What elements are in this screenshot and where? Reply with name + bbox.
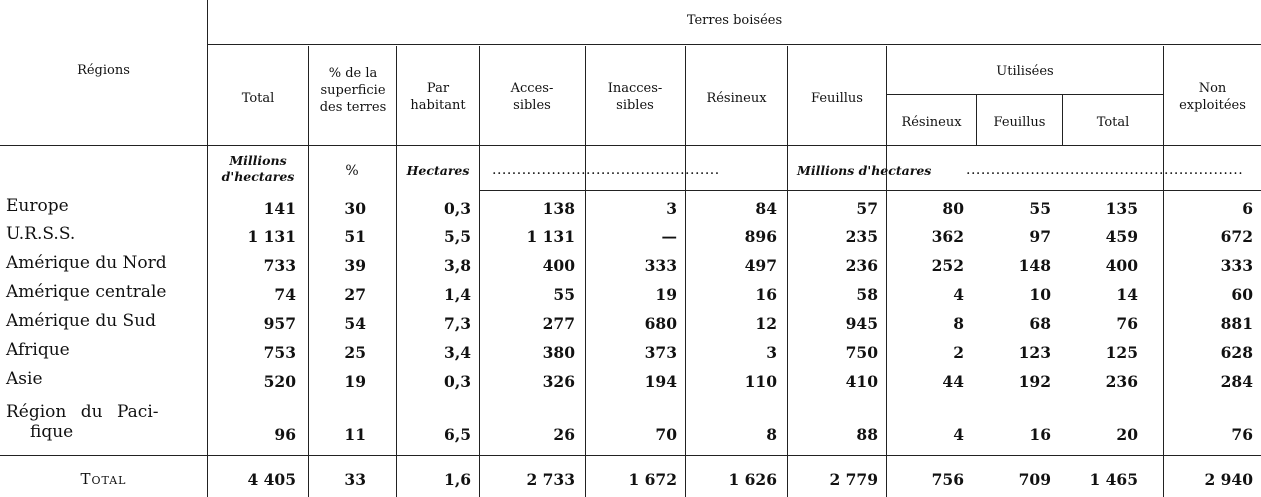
header-used-group: Utilisées bbox=[996, 64, 1054, 79]
cell: 4 bbox=[953, 425, 964, 444]
cell: 750 bbox=[845, 343, 878, 362]
header-regions: Régions bbox=[77, 63, 130, 78]
cell: 235 bbox=[845, 227, 878, 246]
cell: — bbox=[661, 227, 677, 246]
cell: 10 bbox=[1029, 285, 1051, 304]
cell: 881 bbox=[1220, 314, 1253, 333]
cell: 0,3 bbox=[444, 372, 471, 391]
cell: 2 733 bbox=[526, 470, 575, 489]
header-col-per-capita: Par habitant bbox=[410, 81, 466, 113]
cell: 236 bbox=[845, 256, 878, 275]
header-col-accessible: Acces- sibles bbox=[510, 81, 554, 113]
cell: 123 bbox=[1018, 343, 1051, 362]
cell: 1,6 bbox=[444, 470, 471, 489]
cell: 326 bbox=[542, 372, 575, 391]
cell: 110 bbox=[744, 372, 777, 391]
cell: 1 672 bbox=[628, 470, 677, 489]
cell: 284 bbox=[1220, 372, 1253, 391]
cell: 30 bbox=[344, 199, 366, 218]
cell: 16 bbox=[755, 285, 777, 304]
cell: 1 465 bbox=[1089, 470, 1138, 489]
cell: 733 bbox=[263, 256, 296, 275]
cell: 138 bbox=[542, 199, 575, 218]
cell: 2 779 bbox=[829, 470, 878, 489]
cell: 3 bbox=[766, 343, 777, 362]
cell: 39 bbox=[344, 256, 366, 275]
cell: 148 bbox=[1018, 256, 1051, 275]
cell: 4 bbox=[953, 285, 964, 304]
cell: 896 bbox=[744, 227, 777, 246]
cell: 11 bbox=[344, 425, 366, 444]
cell: 680 bbox=[644, 314, 677, 333]
cell: 252 bbox=[931, 256, 964, 275]
cell: 27 bbox=[344, 285, 366, 304]
cell: 400 bbox=[542, 256, 575, 275]
unit-dots-right: ........................................................ bbox=[966, 162, 1244, 178]
cell: 1,4 bbox=[444, 285, 471, 304]
cell: 58 bbox=[856, 285, 878, 304]
cell: 4 405 bbox=[247, 470, 296, 489]
cell: 672 bbox=[1220, 227, 1253, 246]
cell: 756 bbox=[931, 470, 964, 489]
header-col-total: Total bbox=[241, 91, 275, 106]
cell: 373 bbox=[644, 343, 677, 362]
cell: 20 bbox=[1116, 425, 1138, 444]
header-col-used-total: Total bbox=[1096, 115, 1130, 130]
cell: 51 bbox=[344, 227, 366, 246]
cell: 16 bbox=[1029, 425, 1051, 444]
cell: 74 bbox=[274, 285, 296, 304]
cell: 14 bbox=[1116, 285, 1138, 304]
region-label: Asie bbox=[6, 369, 43, 389]
cell: 628 bbox=[1220, 343, 1253, 362]
region-label-continued: fique bbox=[30, 422, 74, 442]
cell: 5,5 bbox=[444, 227, 471, 246]
cell: 400 bbox=[1105, 256, 1138, 275]
cell: 96 bbox=[274, 425, 296, 444]
cell: 80 bbox=[942, 199, 964, 218]
cell: 753 bbox=[263, 343, 296, 362]
cell: 33 bbox=[344, 470, 366, 489]
cell: 497 bbox=[744, 256, 777, 275]
cell: 88 bbox=[856, 425, 878, 444]
total-label: Total bbox=[80, 470, 127, 488]
cell: 957 bbox=[263, 314, 296, 333]
cell: 380 bbox=[542, 343, 575, 362]
region-label: Amérique du Sud bbox=[6, 311, 157, 331]
cell: 2 bbox=[953, 343, 964, 362]
cell: 6,5 bbox=[444, 425, 471, 444]
cell: 54 bbox=[344, 314, 366, 333]
cell: 1 626 bbox=[728, 470, 777, 489]
header-col-not-exploited: Non exploitées bbox=[1179, 81, 1246, 113]
cell: 68 bbox=[1029, 314, 1051, 333]
cell: 76 bbox=[1116, 314, 1138, 333]
cell: 8 bbox=[953, 314, 964, 333]
cell: 362 bbox=[931, 227, 964, 246]
header-col-used-conifers: Résineux bbox=[901, 115, 962, 130]
cell: 945 bbox=[845, 314, 878, 333]
cell: 0,3 bbox=[444, 199, 471, 218]
region-label: Afrique bbox=[6, 340, 70, 360]
region-label: Région du Paci- bbox=[6, 402, 159, 422]
header-forest-group: Terres boisées bbox=[686, 13, 783, 28]
cell: 6 bbox=[1242, 199, 1253, 218]
cell: 57 bbox=[856, 199, 878, 218]
cell: 459 bbox=[1105, 227, 1138, 246]
cell: 70 bbox=[655, 425, 677, 444]
cell: 236 bbox=[1105, 372, 1138, 391]
cell: 76 bbox=[1231, 425, 1253, 444]
cell: 7,3 bbox=[444, 314, 471, 333]
cell: 25 bbox=[344, 343, 366, 362]
region-label: Europe bbox=[6, 196, 69, 216]
cell: 2 940 bbox=[1204, 470, 1253, 489]
region-label: U.R.S.S. bbox=[6, 224, 76, 244]
cell: 3 bbox=[666, 199, 677, 218]
cell: 520 bbox=[263, 372, 296, 391]
cell: 44 bbox=[942, 372, 964, 391]
cell: 192 bbox=[1018, 372, 1051, 391]
unit-rest: Millions d'hectares bbox=[797, 163, 932, 178]
unit-per-capita: Hectares bbox=[406, 163, 470, 178]
cell: 19 bbox=[655, 285, 677, 304]
header-col-inaccessible: Inacces- sibles bbox=[607, 81, 663, 113]
cell: 125 bbox=[1105, 343, 1138, 362]
cell: 1 131 bbox=[247, 227, 296, 246]
cell: 97 bbox=[1029, 227, 1051, 246]
region-label: Amérique du Nord bbox=[6, 253, 167, 273]
unit-pct: % bbox=[345, 163, 359, 179]
cell: 194 bbox=[644, 372, 677, 391]
cell: 1 131 bbox=[526, 227, 575, 246]
header-col-used-broadleaf: Feuillus bbox=[993, 115, 1046, 130]
cell: 60 bbox=[1231, 285, 1253, 304]
cell: 55 bbox=[553, 285, 575, 304]
cell: 333 bbox=[1220, 256, 1253, 275]
cell: 12 bbox=[755, 314, 777, 333]
header-col-pct-land: % de la superficie des terres bbox=[319, 66, 387, 115]
cell: 141 bbox=[263, 199, 296, 218]
cell: 26 bbox=[553, 425, 575, 444]
cell: 135 bbox=[1105, 199, 1138, 218]
cell: 3,4 bbox=[444, 343, 471, 362]
unit-total: Millions d'hectares bbox=[221, 153, 295, 184]
cell: 3,8 bbox=[444, 256, 471, 275]
region-label: Amérique centrale bbox=[6, 282, 167, 302]
cell: 84 bbox=[755, 199, 777, 218]
header-col-conifers: Résineux bbox=[706, 91, 767, 106]
unit-dots-left: .............................................. bbox=[492, 162, 720, 178]
header-col-broadleaf: Feuillus bbox=[811, 91, 863, 106]
cell: 55 bbox=[1029, 199, 1051, 218]
cell: 333 bbox=[644, 256, 677, 275]
cell: 709 bbox=[1018, 470, 1051, 489]
cell: 410 bbox=[845, 372, 878, 391]
cell: 8 bbox=[766, 425, 777, 444]
cell: 19 bbox=[344, 372, 366, 391]
cell: 277 bbox=[542, 314, 575, 333]
